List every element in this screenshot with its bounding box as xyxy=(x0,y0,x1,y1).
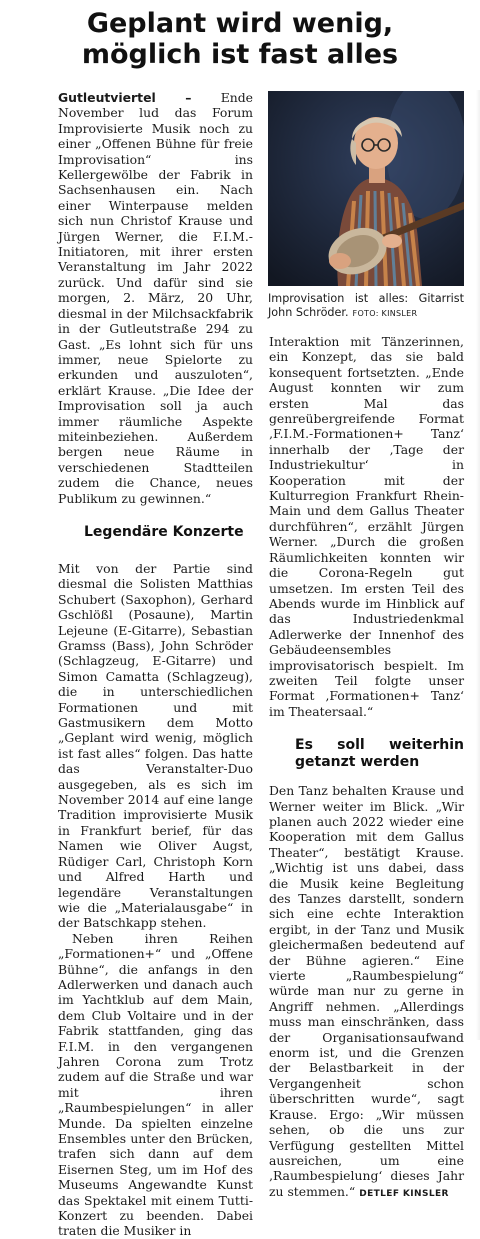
caption-text: Improvisation ist alles: Gitarrist John Schröder. xyxy=(268,292,464,319)
body-paragraph-5 xyxy=(269,783,464,1202)
author-byline: DETLEF KINSLER xyxy=(359,1188,449,1199)
body-paragraph-4: Interaktion mit Tänzerinnen, ein Konzept, das sie bald konsequent fortsetzten. „Ende August konnten wir zum ersten Mal das genreübergreifende Format ‚F.I.M.-Formationen+ Tanz‘ innerhalb der ‚Tage der Industriekultur‘ in Kooperation mit der Kulturregion Frankfurt Rhein-Main und dem Gallus Theater durchführen“, erzählt Jürgen Werner. „Durch die großen Räumlichkeiten konnten wir die Corona-Regeln gut umsetzen. Im ersten Teil des Abends wurde im Hinblick auf das Industriedenkmal Adlerwerke der Innenhof des Gebäudeensembles improvisatorisch bespielt. Im zweiten Teil folgte unser Format ‚Formationen+ Tanz‘ im Theatersaal.“ xyxy=(269,334,464,719)
article-headline xyxy=(40,8,440,70)
article-photo xyxy=(268,91,464,286)
subhead-legendary-concerts: Legendäre Konzerte xyxy=(84,523,244,540)
article-column-left xyxy=(58,90,253,1239)
article-column-right xyxy=(269,334,464,1202)
guitarist-photo xyxy=(268,91,464,286)
closing-text: Den Tanz behalten Krause und Werner weiter im Blick. „Wir planen auch 2022 wieder eine Kooperation mit dem Gallus Theater“, bestätigt Krause. „Wichtig ist uns dabei, dass die Musik keine Begleitung des Tanzes darstellt, sondern sich eine echte Interaktion ergibt, in der Tanz und Musik gleichermaßen bedeutend auf der Bühne agieren.“ Eine vierte „Raumbespielung“ würde man nur zu gerne in Angriff nehmen. „Allerdings muss man einschränken, dass der Organisationsaufwand enorm ist, und die Grenzen der Belastbarkeit in der Vergangenheit schon überschritten wurde“, sagt Krause. Ergo: „Wir müssen sehen, ob die uns zur Verfügung gestellten Mittel ausreichen, um eine ‚Raumbespielung‘ dieses Jahr zu stemmen.“ xyxy=(269,783,464,1199)
body-paragraph-3: Neben ihren Reihen „Formationen+“ und „Offene Bühne“, die anfangs in den Adlerwerken und danach auch im Yachtklub auf dem Main, dem Club Voltaire und in der Fabrik stattfanden, ging das F.I.M. in den vergangenen Jahren Corona zum Trotz zudem auf die Straße und war mit ihren „Raumbespielungen“ in aller Munde. Da spielten einzelne Ensembles unter den Brücken, trafen sich dann auf dem Eisernen Steg, um im Hof des Museums Angewandte Kunst das Spektakel mit einem Tutti-Konzert zu beenden. Dabei traten die Musiker in xyxy=(58,930,253,1239)
headline-line-1: Geplant wird wenig, xyxy=(86,8,394,39)
dateline: Gutleutviertel – xyxy=(58,90,192,105)
headline-line-2: möglich ist fast alles xyxy=(81,39,399,70)
body-paragraph-2: Mit von der Partie sind diesmal die Solisten Matthias Schubert (Saxophon), Gerhard Gschlößl (Posaune), Martin Lejeune (E-Gitarre), Sebastian Gramss (Bass), John Schröder (Schlagzeug, E-Gitarre) und Simon Camatta (Schlagzeug), die in unterschiedlichen Formationen und mit Gastmusikern dem Motto „Geplant wird wenig, möglich ist fast alles“ folgen. Das hatte das Veranstalter-Duo ausgegeben, als es sich im November 2014 auf eine lange Tradition improvisierte Musik in Frankfurt berief, für das Namen wie Oliver Augst, Rüdiger Carl, Christoph Korn und Alfred Harth und legendäre Veranstaltungen wie die „Materialausgabe“ in der Batschkapp stehen. xyxy=(58,560,253,931)
photo-credit: FOTO: KINSLER xyxy=(352,309,418,318)
subhead-keep-dancing: Es soll weiterhin getanzt werden xyxy=(295,737,464,771)
intro-paragraph xyxy=(58,90,253,506)
photo-caption xyxy=(268,292,464,321)
intro-text: Ende November lud das Forum Improvisierte Musik noch zu einer „Offenen Bühne für freie Improvisation“ ins Kellergewölbe der Fabrik in Sachsenhausen ein. Nach einer Winterpause melden sich nun Christof Krause und Jürgen Werner, die F.I.M.-Initiatoren, mit ihrer ersten Veranstaltung im Jahr 2022 zurück. Und dafür sind sie morgen, 2. März, 20 Uhr, diesmal in der Milchsackfabrik in der Gutleutstraße 294 zu Gast. „Es lohnt sich für uns immer, neue Spielorte zu erkunden und auszuloten“, erklärt Krause. „Die Idee der Improvisation soll ja auch immer räumliche Aspekte miteinbeziehen. Außerdem bergen neue Räume in verschiedenen Stadtteilen zudem die Chance, neues Publikum zu gewinnen.“ xyxy=(58,90,253,506)
page-edge-shadow xyxy=(476,90,480,1040)
